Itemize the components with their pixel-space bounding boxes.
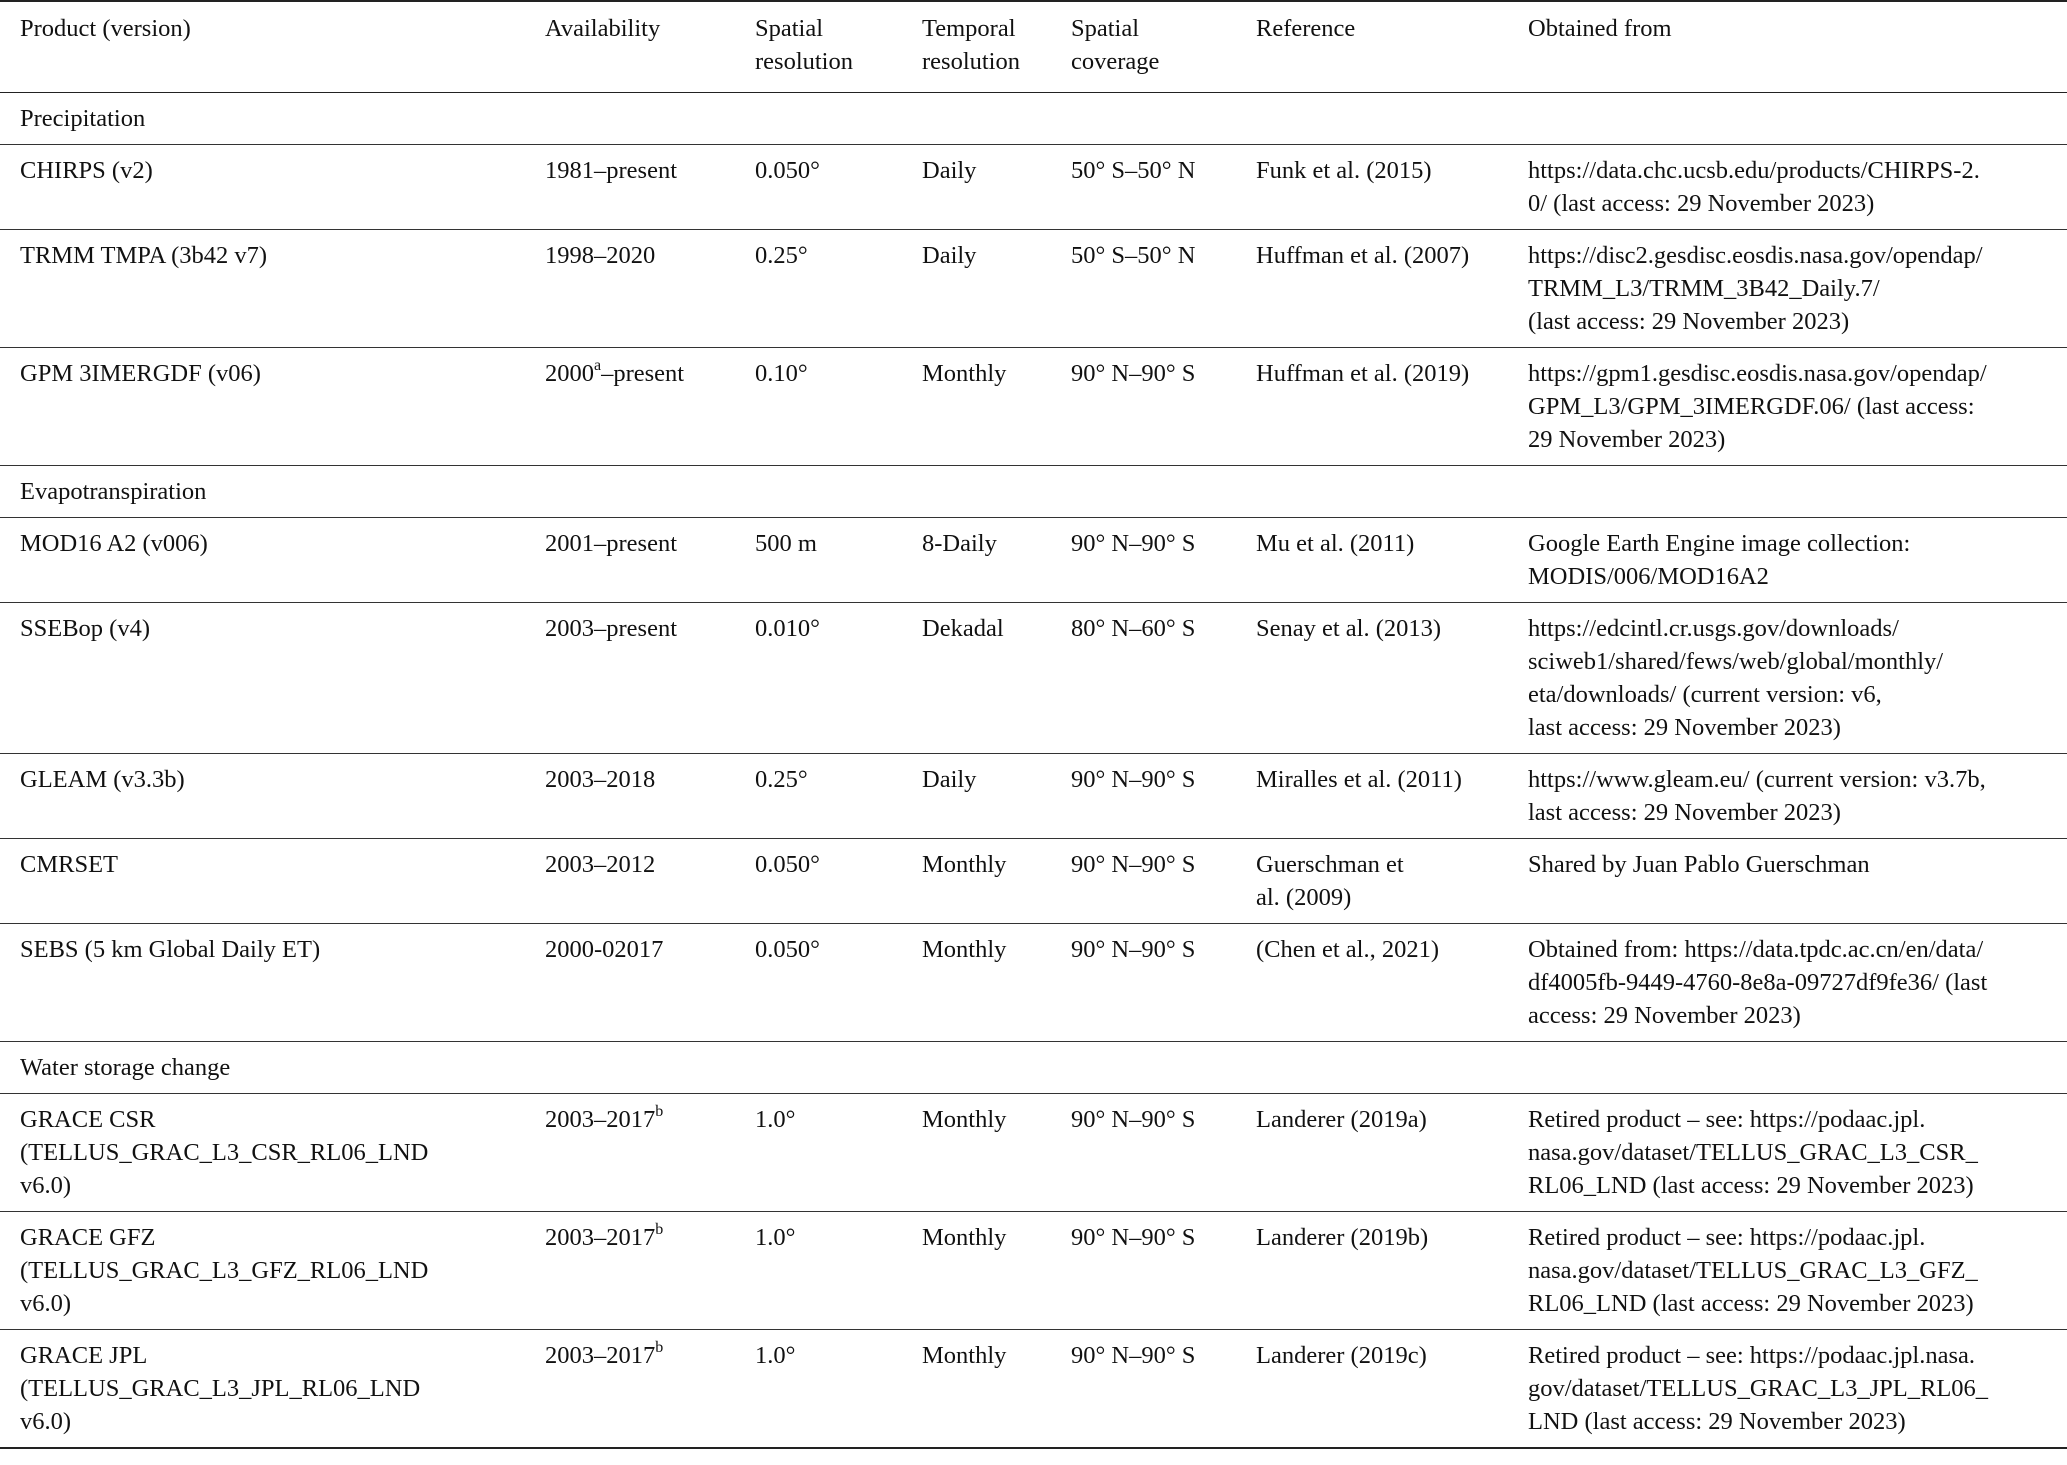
src-line: MODIS/006/MOD16A2: [1528, 563, 1769, 590]
cell-spatial-resolution: 0.050°: [755, 936, 820, 963]
product-line: v6.0): [20, 1408, 72, 1435]
cell-spatial-coverage: 90° N–90° S: [1071, 1224, 1196, 1251]
src-line: https://gpm1.gesdisc.eosdis.nasa.gov/opendap/: [1528, 360, 1987, 387]
cell-product: [0, 1212, 525, 1330]
cell-spatial-resolution: 0.050°: [755, 157, 820, 184]
table-row: [0, 1212, 2067, 1330]
src-line: RL06_LND (last access: 29 November 2023): [1528, 1172, 1974, 1199]
src-line: https://data.chc.ucsb.edu/products/CHIRPS-2.: [1528, 157, 1980, 184]
src-line: last access: 29 November 2023): [1528, 714, 1841, 741]
src-line: LND (last access: 29 November 2023): [1528, 1408, 1906, 1435]
src-line: access: 29 November 2023): [1528, 1002, 1801, 1029]
table-row: [0, 924, 2067, 1042]
src-line: Google Earth Engine image collection:: [1528, 530, 1911, 557]
product-line: v6.0): [20, 1290, 72, 1317]
src-line: Retired product – see: https://podaac.jpl.: [1528, 1106, 1926, 1133]
table-row: [0, 603, 2067, 754]
header-text: Temporal: [922, 15, 1016, 42]
cell-obtained-from: [1508, 1094, 2067, 1212]
table-row: [0, 230, 2067, 348]
cell-reference: Senay et al. (2013): [1256, 615, 1442, 642]
src-line: Shared by Juan Pablo Guerschman: [1528, 851, 1870, 878]
cell-spatial-coverage: 90° N–90° S: [1071, 530, 1196, 557]
cell-product: [0, 1094, 525, 1212]
section-label: Water storage change: [20, 1054, 231, 1081]
cell-spatial-resolution: 0.10°: [755, 360, 808, 387]
cell-product: SSEBop (v4): [20, 615, 151, 642]
cell-temporal-resolution: Monthly: [922, 1106, 1007, 1133]
cell-spatial-resolution: 500 m: [755, 530, 817, 557]
cell-spatial-coverage: 90° N–90° S: [1071, 1106, 1196, 1133]
table-row: [0, 1094, 2067, 1212]
header-text: Spatial: [755, 15, 824, 42]
cell-product: TRMM TMPA (3b42 v7): [20, 242, 268, 269]
cell-obtained-from: [1508, 230, 2067, 348]
cell-obtained-from: [1508, 924, 2067, 1042]
section-row-water-storage: [0, 1042, 2067, 1094]
cell-spatial-coverage: 90° N–90° S: [1071, 936, 1196, 963]
src-line: RL06_LND (last access: 29 November 2023): [1528, 1290, 1974, 1317]
src-line: last access: 29 November 2023): [1528, 799, 1841, 826]
cell-spatial-coverage: 80° N–60° S: [1071, 615, 1196, 642]
section-row-evapotranspiration: [0, 466, 2067, 518]
src-line: nasa.gov/dataset/TELLUS_GRAC_L3_GFZ_: [1528, 1257, 1978, 1284]
availability-text: 2000: [545, 360, 594, 387]
src-line: gov/dataset/TELLUS_GRAC_L3_JPL_RL06_: [1528, 1375, 1989, 1402]
cell-obtained-from: [1508, 754, 2067, 839]
cell-spatial-resolution: 0.25°: [755, 242, 808, 269]
cell-spatial-resolution: 1.0°: [755, 1106, 796, 1133]
cell-temporal-resolution: Daily: [922, 766, 977, 793]
cell-reference: Huffman et al. (2019): [1256, 360, 1470, 387]
header-product: Product (version): [20, 15, 191, 42]
src-line: (last access: 29 November 2023): [1528, 308, 1850, 335]
header-spatial-coverage: [1051, 1, 1236, 93]
cell-product: SEBS (5 km Global Daily ET): [20, 936, 321, 963]
cell-availability: 1998–2020: [545, 242, 656, 269]
table-body: [0, 93, 2067, 1449]
cell-spatial-coverage: 90° N–90° S: [1071, 1342, 1196, 1369]
footnote-marker: b: [655, 1102, 664, 1120]
src-line: 0/ (last access: 29 November 2023): [1528, 190, 1875, 217]
cell-reference: [1236, 839, 1508, 924]
src-line: Retired product – see: https://podaac.jpl.: [1528, 1224, 1926, 1251]
table-row: [0, 145, 2067, 230]
cell-reference: (Chen et al., 2021): [1256, 936, 1440, 963]
cell-obtained-from: [1508, 1330, 2067, 1449]
table-row: [0, 1330, 2067, 1449]
cell-reference: Mu et al. (2011): [1256, 530, 1415, 557]
cell-product: CHIRPS (v2): [20, 157, 153, 184]
cell-availability: 2003–2012: [545, 851, 656, 878]
cell-product: GLEAM (v3.3b): [20, 766, 185, 793]
cell-reference: Landerer (2019b): [1256, 1224, 1429, 1251]
src-line: 29 November 2023): [1528, 426, 1726, 453]
src-line: eta/downloads/ (current version: v6,: [1528, 681, 1882, 708]
availability-text: 2003–2017: [545, 1342, 656, 1369]
cell-product: MOD16 A2 (v006): [20, 530, 208, 557]
cell-spatial-coverage: 90° N–90° S: [1071, 360, 1196, 387]
cell-availability: 2003–2018: [545, 766, 656, 793]
product-line: v6.0): [20, 1172, 72, 1199]
section-label: Evapotranspiration: [20, 478, 207, 505]
cell-temporal-resolution: Dekadal: [922, 615, 1004, 642]
src-line: https://www.gleam.eu/ (current version: v3.7b,: [1528, 766, 1986, 793]
cell-availability: [525, 1330, 735, 1449]
footnote-marker: b: [655, 1338, 664, 1356]
cell-availability: 2000-02017: [545, 936, 664, 963]
cell-reference: Miralles et al. (2011): [1256, 766, 1462, 793]
reference-line: al. (2009): [1256, 884, 1352, 911]
cell-temporal-resolution: Daily: [922, 242, 977, 269]
header-row: [0, 1, 2067, 93]
cell-spatial-resolution: 0.25°: [755, 766, 808, 793]
src-line: df4005fb-9449-4760-8e8a-09727df9fe36/ (last: [1528, 969, 1988, 996]
src-line: Obtained from: https://data.tpdc.ac.cn/en/data/: [1528, 936, 1984, 963]
header-text: Spatial: [1071, 15, 1140, 42]
cell-availability: [525, 1094, 735, 1212]
cell-temporal-resolution: Monthly: [922, 1342, 1007, 1369]
cell-temporal-resolution: 8-Daily: [922, 530, 997, 557]
product-line: (TELLUS_GRAC_L3_GFZ_RL06_LND: [20, 1257, 429, 1284]
table-row: [0, 839, 2067, 924]
cell-reference: Landerer (2019c): [1256, 1342, 1427, 1369]
cell-product: [0, 1330, 525, 1449]
footnote-marker: a: [594, 356, 602, 374]
cell-spatial-resolution: 1.0°: [755, 1224, 796, 1251]
footnote-marker: b: [655, 1220, 664, 1238]
availability-text: 2003–2017: [545, 1224, 656, 1251]
product-line: (TELLUS_GRAC_L3_JPL_RL06_LND: [20, 1375, 421, 1402]
src-line: https://disc2.gesdisc.eosdis.nasa.gov/opendap/: [1528, 242, 1983, 269]
src-line: Retired product – see: https://podaac.jpl.nasa.: [1528, 1342, 1976, 1369]
product-line: GRACE GFZ: [20, 1224, 156, 1251]
header-obtained-from: Obtained from: [1528, 15, 1672, 42]
table-header: [0, 1, 2067, 93]
src-line: sciweb1/shared/fews/web/global/monthly/: [1528, 648, 1944, 675]
src-line: GPM_L3/GPM_3IMERGDF.06/ (last access:: [1528, 393, 1975, 420]
cell-product: CMRSET: [20, 851, 119, 878]
cell-product: GPM 3IMERGDF (v06): [20, 360, 261, 387]
cell-reference: Huffman et al. (2007): [1256, 242, 1470, 269]
src-line: nasa.gov/dataset/TELLUS_GRAC_L3_CSR_: [1528, 1139, 1978, 1166]
table-row: [0, 348, 2067, 466]
section-row-precipitation: [0, 93, 2067, 145]
cell-spatial-coverage: 50° S–50° N: [1071, 242, 1196, 269]
cell-obtained-from: [1508, 603, 2067, 754]
product-line: GRACE CSR: [20, 1106, 156, 1133]
cell-obtained-from: [1508, 1212, 2067, 1330]
product-line: GRACE JPL: [20, 1342, 148, 1369]
cell-temporal-resolution: Monthly: [922, 936, 1007, 963]
table-row: [0, 754, 2067, 839]
header-reference: Reference: [1256, 15, 1356, 42]
reference-line: Guerschman et: [1256, 851, 1404, 878]
cell-availability: 1981–present: [545, 157, 677, 184]
cell-obtained-from: [1508, 839, 2067, 924]
header-text: resolution: [755, 48, 853, 75]
cell-obtained-from: [1508, 145, 2067, 230]
cell-spatial-coverage: 90° N–90° S: [1071, 766, 1196, 793]
cell-obtained-from: [1508, 518, 2067, 603]
cell-spatial-coverage: 90° N–90° S: [1071, 851, 1196, 878]
cell-spatial-resolution: 1.0°: [755, 1342, 796, 1369]
src-line: TRMM_L3/TRMM_3B42_Daily.7/: [1528, 275, 1880, 302]
availability-text: 2003–2017: [545, 1106, 656, 1133]
cell-availability: [525, 1212, 735, 1330]
cell-availability: 2003–present: [545, 615, 677, 642]
header-text: coverage: [1071, 48, 1160, 75]
table-row: [0, 518, 2067, 603]
cell-obtained-from: [1508, 348, 2067, 466]
src-line: https://edcintl.cr.usgs.gov/downloads/: [1528, 615, 1899, 642]
header-temporal-resolution: [902, 1, 1051, 93]
cell-temporal-resolution: Monthly: [922, 360, 1007, 387]
product-line: (TELLUS_GRAC_L3_CSR_RL06_LND: [20, 1139, 429, 1166]
cell-reference: Landerer (2019a): [1256, 1106, 1427, 1133]
section-label: Precipitation: [20, 105, 146, 132]
availability-text: –present: [601, 360, 685, 387]
cell-spatial-resolution: 0.050°: [755, 851, 820, 878]
cell-reference: Funk et al. (2015): [1256, 157, 1432, 184]
cell-availability: 2001–present: [545, 530, 677, 557]
cell-spatial-resolution: 0.010°: [755, 615, 820, 642]
cell-temporal-resolution: Monthly: [922, 1224, 1007, 1251]
cell-spatial-coverage: 50° S–50° N: [1071, 157, 1196, 184]
cell-availability: [525, 348, 735, 466]
header-spatial-resolution: [735, 1, 902, 93]
header-text: resolution: [922, 48, 1020, 75]
cell-temporal-resolution: Daily: [922, 157, 977, 184]
cell-temporal-resolution: Monthly: [922, 851, 1007, 878]
header-availability: Availability: [545, 15, 661, 42]
